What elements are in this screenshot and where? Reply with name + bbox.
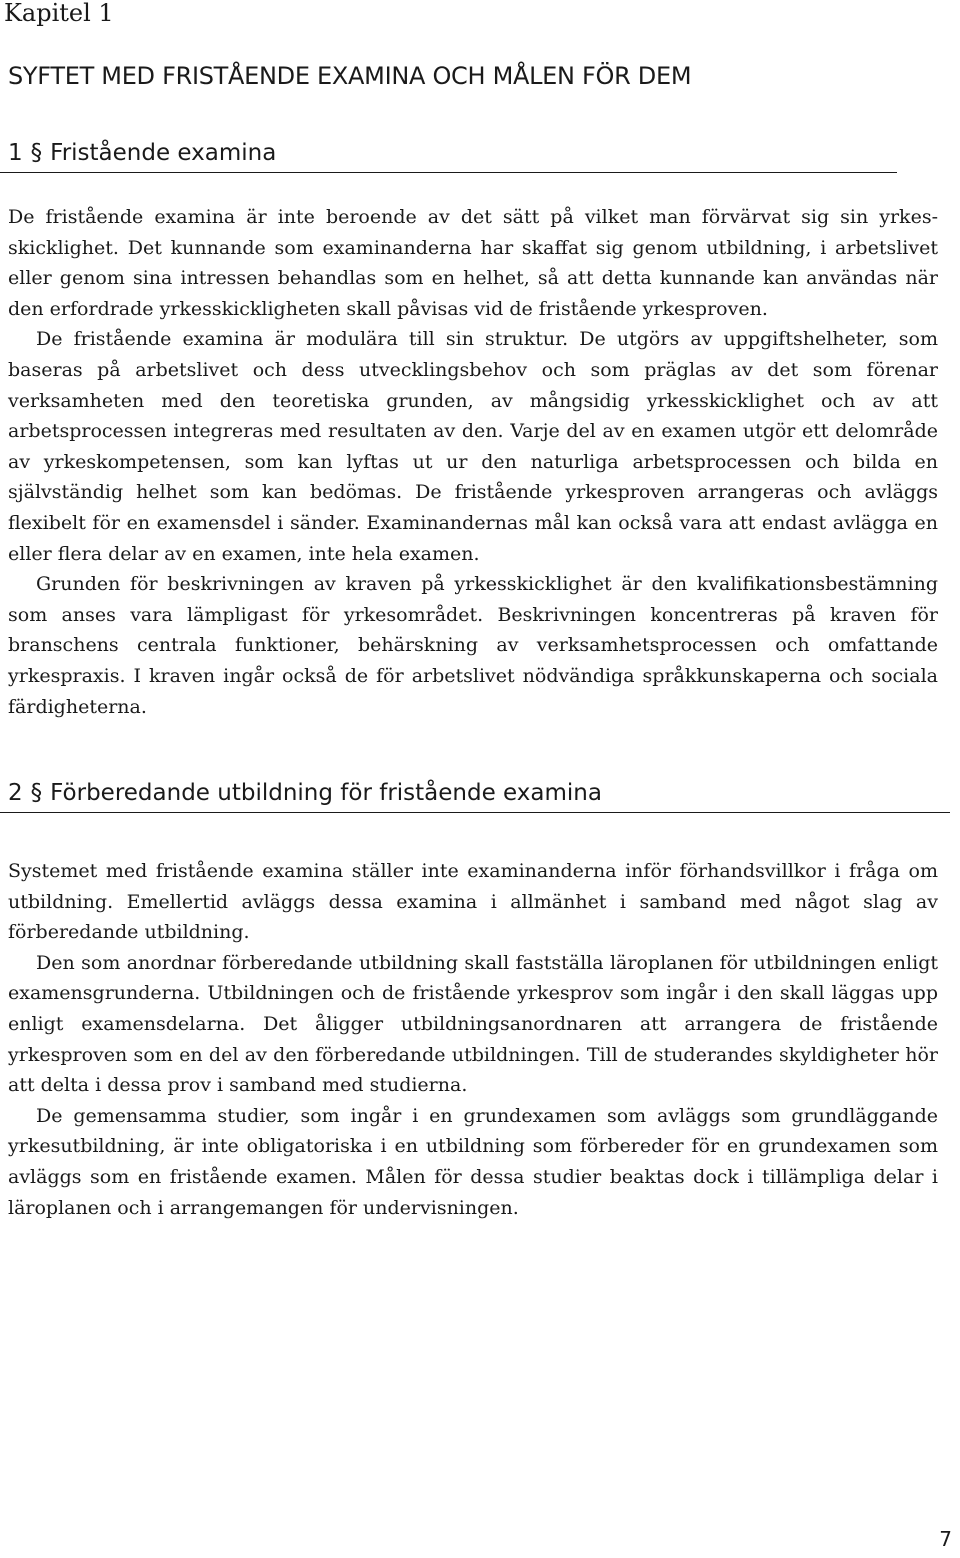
- section-2-title: Förberedande utbildning för fristående examina: [50, 780, 602, 806]
- section-2-heading: [8, 778, 602, 808]
- section-1-title: Fristående examina: [50, 140, 277, 166]
- section-1-paragraph-2: De fristående examina är modulära till sin struktur. De utgörs av uppgiftshelheter, som baseras på arbetslivet och dess utvecklingsbehov och som präglas av det som förenar verksamheten med den teoretiska grunden, av mångsidig yrkesskicklighet och av att arbetsprocessen integreras med resultaten av den. Varje del av en examen utgör ett delområde av yrkeskompetensen, som kan lyftas ut ur den naturliga arbetsprocessen och bilda en självständig helhet som kan bedömas. De fristående yrkesproven arrangeras och avläggs flexibelt för en examensdel i sänder. Examinandernas mål kan också vara att endast avlägga en eller flera delar av en examen, inte hela examen.: [8, 328, 938, 565]
- section-1-rule: [0, 172, 897, 173]
- section-symbol: §: [30, 780, 43, 806]
- chapter-label: Kapitel 1: [4, 0, 114, 27]
- section-symbol: §: [30, 140, 43, 166]
- section-2-paragraph-3: De gemensamma studier, som ingår i en grundexamen som avläggs som grundläggande yrkesutbildning, är inte obligatoriska i en utbildning som förbereder för en grundexamen som avläggs som en fristående examen. Målen för dessa studier beaktas dock i tillämpliga delar i läroplanen och i arrangemangen för undervisningen.: [8, 1104, 938, 1219]
- page-number: 7: [939, 1527, 952, 1551]
- section-1-paragraph-3: Grunden för beskrivningen av kraven på yrkesskicklighet är den kvalifikationsbestämning som anses vara lämpligast för yrkesområdet. Beskrivningen koncentreras på kraven för branschens centrala funktioner, behärskning av verksamhetsprocessen och omfattande yrkespraxis. I kraven ingår också de för arbetslivet nödvändiga språkkunskaperna och sociala färdigheterna.: [8, 573, 938, 718]
- section-2-paragraph-2: Den som anordnar förberedande utbildning skall fastställa läroplanen för utbildningen enligt examensgrunderna. Utbildningen och de fristående yrkesprov som ingår i den skall läggas upp enligt examensdelarna. Det åligger utbildningsanordnaren att arrangera de fristående yrkesproven som en del av den förberedande utbildningen. Till de studerandes skyldigheter hör att delta i dessa prov i samband med studierna.: [8, 951, 938, 1097]
- section-2-number: 2: [8, 780, 23, 806]
- section-2-paragraph-1: Systemet med fristående examina ställer inte examinanderna inför förhandsvillkor i fråga om utbildning. Emellertid avläggs dessa examina i allmänhet i samband med något slag av förberedande utbildning.: [8, 860, 938, 944]
- chapter-title: SYFTET MED FRISTÅENDE EXAMINA OCH MÅLEN FÖR DEM: [8, 62, 692, 90]
- section-1-body: [8, 202, 938, 722]
- section-2-rule: [0, 812, 950, 813]
- section-2-body: [8, 856, 938, 1223]
- section-1-number: 1: [8, 140, 23, 166]
- section-1-paragraph-1: De fristående examina är inte beroende av det sätt på vilket man förvärvat sig sin yrkesskicklighet. Det kunnande som examinanderna har skaffat sig genom utbildning, i arbetslivet eller genom sina intressen behandlas som en helhet, så att detta kunnande kan användas när den erfordrade yrkesskickligheten skall påvisas vid de fristående yrkesproven.: [8, 206, 938, 320]
- section-1-heading: [8, 138, 276, 168]
